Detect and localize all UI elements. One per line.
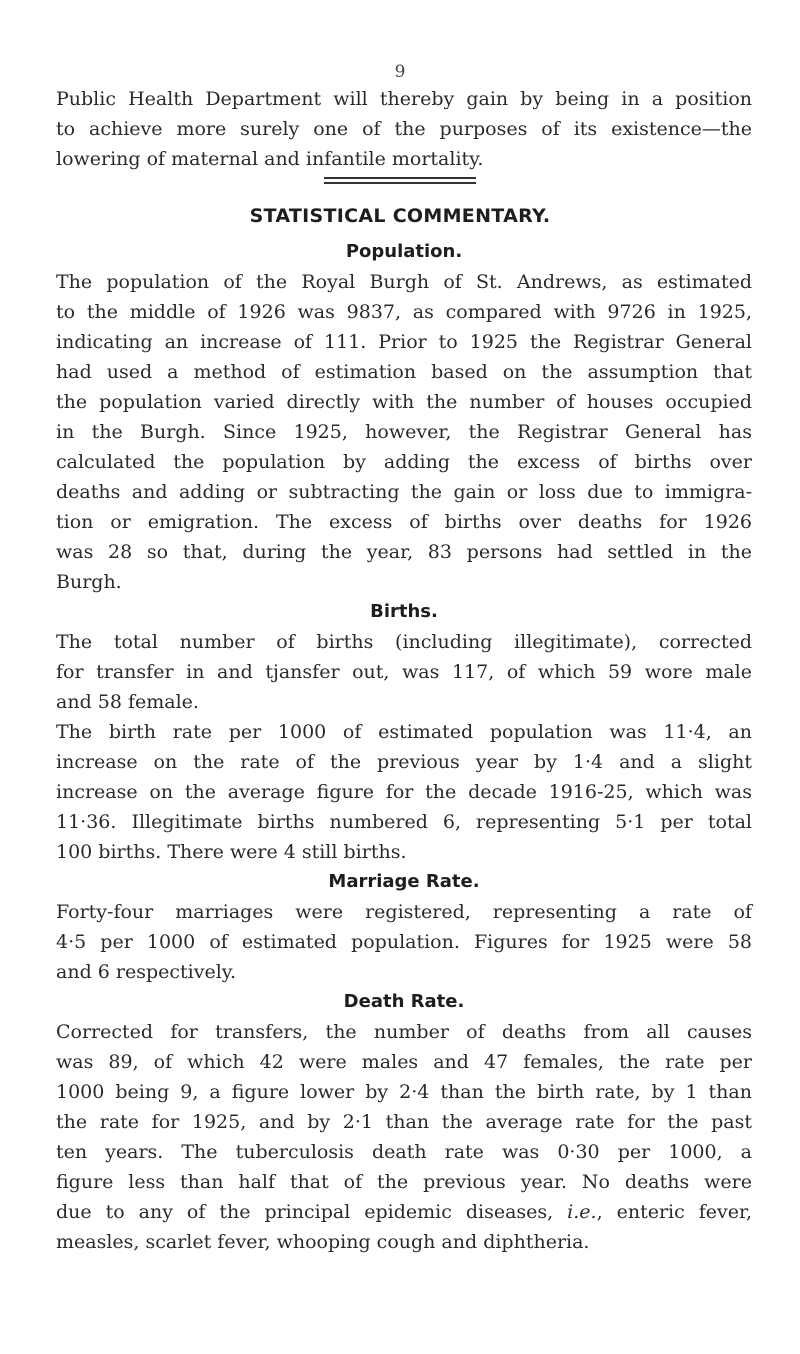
- births-line: The birth rate per 1000 of estimated population was 11·4, an: [56, 721, 752, 743]
- population-line: in the Burgh. Since 1925, however, the Registrar General has: [56, 421, 752, 443]
- intro-paragraph: [56, 84, 752, 174]
- intro-line: lowering of maternal and infantile mortality.: [56, 148, 484, 170]
- births-heading: Births.: [370, 601, 438, 622]
- population-line: had used a method of estimation based on the assumption that: [56, 361, 752, 383]
- intro-line: Public Health Department will thereby gain by being in a position: [56, 88, 752, 110]
- population-line: the population varied directly with the number of houses occupied: [56, 391, 752, 413]
- births-line: The total number of births (including illegitimate), corrected: [56, 631, 752, 653]
- births-line: 100 births. There were 4 still births.: [56, 841, 407, 863]
- population-line: calculated the population by adding the excess of births over: [56, 451, 752, 473]
- births-line: 11·36. Illegitimate births numbered 6, representing 5·1 per total: [56, 811, 752, 833]
- intro-line: to achieve more surely one of the purposes of its existence—the: [56, 118, 752, 140]
- marriage-line: 4·5 per 1000 of estimated population. Figures for 1925 were 58: [56, 931, 752, 953]
- death-line-part: , enteric fever,: [596, 1201, 753, 1223]
- population-line: Burgh.: [56, 571, 122, 593]
- death-heading: Death Rate.: [343, 991, 465, 1012]
- population-line: The population of the Royal Burgh of St. Andrews, as estimated: [56, 271, 752, 293]
- death-line-part: due to any of the principal epidemic diseases,: [56, 1201, 568, 1223]
- death-line: was 89, of which 42 were males and 47 females, the rate per: [56, 1051, 752, 1073]
- population-line: indicating an increase of 111. Prior to 1925 the Registrar General: [56, 331, 752, 353]
- page-number: 9: [394, 62, 406, 82]
- rule-line: [324, 182, 476, 184]
- population-heading: Population.: [345, 241, 463, 262]
- death-line: measles, scarlet fever, whooping cough and diphtheria.: [56, 1231, 590, 1253]
- main-heading: STATISTICAL COMMENTARY.: [249, 205, 551, 227]
- births-line: increase on the rate of the previous year by 1·4 and a slight: [56, 751, 752, 773]
- double-rule-divider: [324, 177, 476, 187]
- births-line: for transfer in and tjansfer out, was 117, of which 59 wore male: [56, 661, 752, 683]
- ie-abbreviation: i.e.: [567, 1201, 597, 1223]
- population-line: deaths and adding or subtracting the gain or loss due to immigra-: [56, 481, 752, 503]
- death-line: ten years. The tuberculosis death rate was 0·30 per 1000, a: [56, 1141, 752, 1163]
- population-line: tion or emigration. The excess of births over deaths for 1926: [56, 511, 752, 533]
- marriage-line: and 6 respectively.: [56, 961, 237, 983]
- marriage-line: Forty-four marriages were registered, representing a rate of: [56, 901, 752, 923]
- marriage-heading: Marriage Rate.: [328, 871, 480, 892]
- death-line: figure less than half that of the previous year. No deaths were: [56, 1171, 752, 1193]
- death-line: 1000 being 9, a figure lower by 2·4 than the birth rate, by 1 than: [56, 1081, 752, 1103]
- population-line: to the middle of 1926 was 9837, as compared with 9726 in 1925,: [56, 301, 752, 323]
- rule-line: [324, 177, 476, 179]
- population-line: was 28 so that, during the year, 83 persons had settled in the: [56, 541, 752, 563]
- births-line: increase on the average figure for the decade 1916-25, which was: [56, 781, 752, 803]
- population-section: [56, 237, 752, 1257]
- births-line: and 58 female.: [56, 691, 199, 713]
- death-line-ie: [56, 1197, 752, 1227]
- death-line: Corrected for transfers, the number of deaths from all causes: [56, 1021, 752, 1043]
- death-line: the rate for 1925, and by 2·1 than the average rate for the past: [56, 1111, 752, 1133]
